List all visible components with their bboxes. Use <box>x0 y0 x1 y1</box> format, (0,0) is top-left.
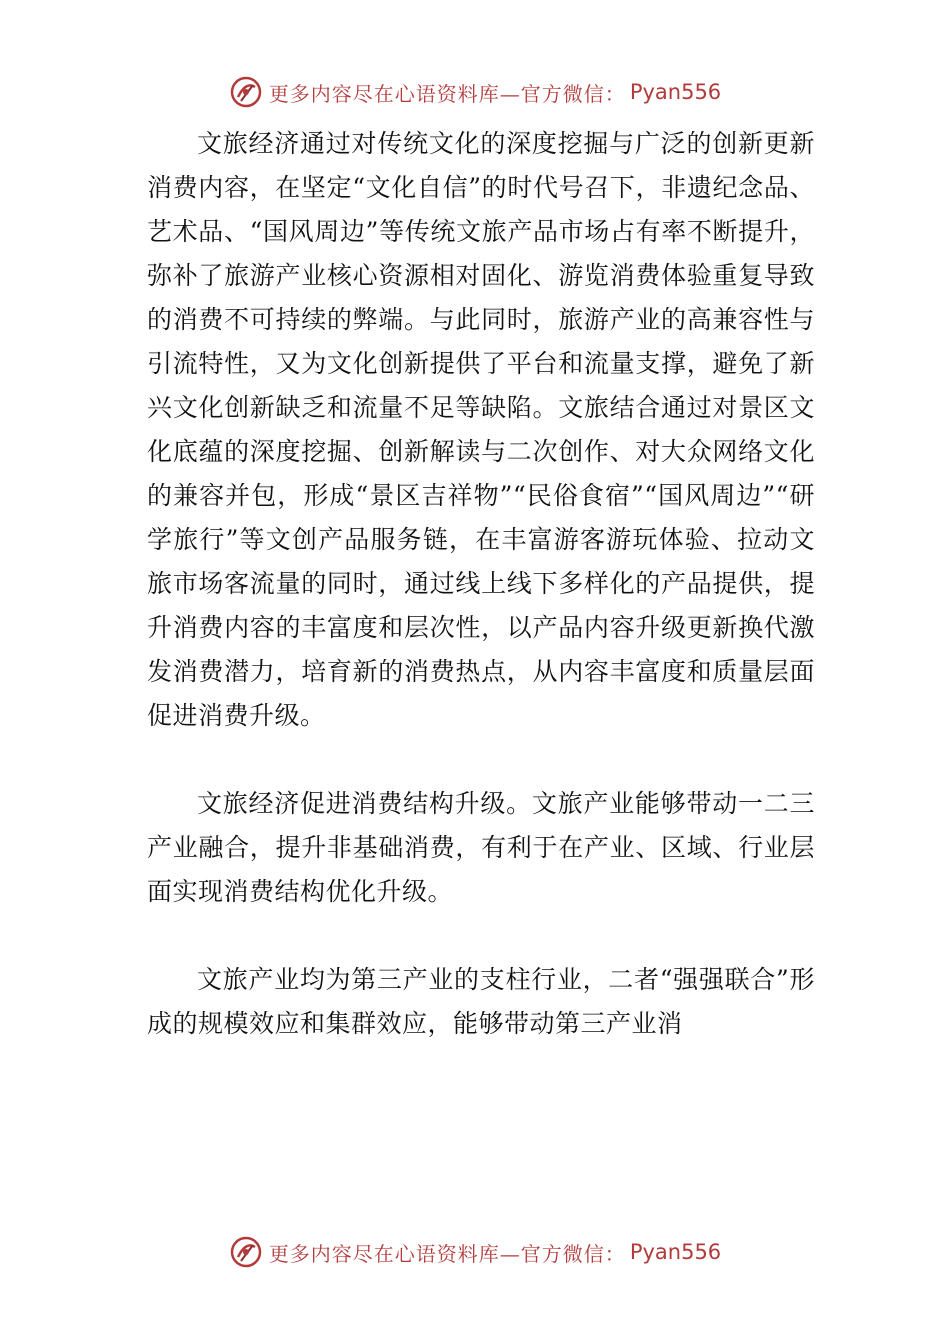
document-body <box>147 122 815 1046</box>
wechat-id: Pyan556 <box>629 80 722 104</box>
brand-logo-icon <box>229 75 263 109</box>
brand-logo-icon <box>229 1235 263 1269</box>
paragraph: 文旅经济通过对传统文化的深度挖掘与广泛的创新更新消费内容，在坚定“文化自信”的时代号召下，非遗纪念品、艺术品、“国风周边”等传统文旅产品市场占有率不断提升，弥补了旅游产业核心资源相对固化、游览消费体验重复导致的消费不可持续的弊端。与此同时，旅游产业的高兼容性与引流特性，又为文化创新提供了平台和流量支撑，避免了新兴文化创新缺乏和流量不足等缺陷。文旅结合通过对景区文化底蕴的深度挖掘、创新解读与二次创作、对大众网络文化的兼容并包，形成“景区吉祥物”“民俗食宿”“国风周边”“研学旅行”等文创产品服务链，在丰富游客游玩体验、拉动文旅市场客流量的同时，通过线上线下多样化的产品提供，提升消费内容的丰富度和层次性，以产品内容升级更新换代激发消费潜力，培育新的消费热点，从内容丰富度和质量层面促进消费升级。 <box>147 129 815 730</box>
banner-text: 更多内容尽在心语资料库—官方微信： <box>268 1241 626 1266</box>
wechat-id: Pyan556 <box>629 1240 722 1264</box>
paragraph: 文旅经济促进消费结构升级。文旅产业能够带动一二三产业融合，提升非基础消费，有利于在产业、区域、行业层面实现消费结构优化升级。 <box>147 789 815 906</box>
footer-banner <box>0 1232 950 1272</box>
paragraph: 文旅产业均为第三产业的支柱行业，二者“强强联合”形成的规模效应和集群效应，能够带动第三产业消 <box>147 965 815 1038</box>
banner-text: 更多内容尽在心语资料库—官方微信： <box>268 81 626 106</box>
header-banner <box>0 72 950 112</box>
